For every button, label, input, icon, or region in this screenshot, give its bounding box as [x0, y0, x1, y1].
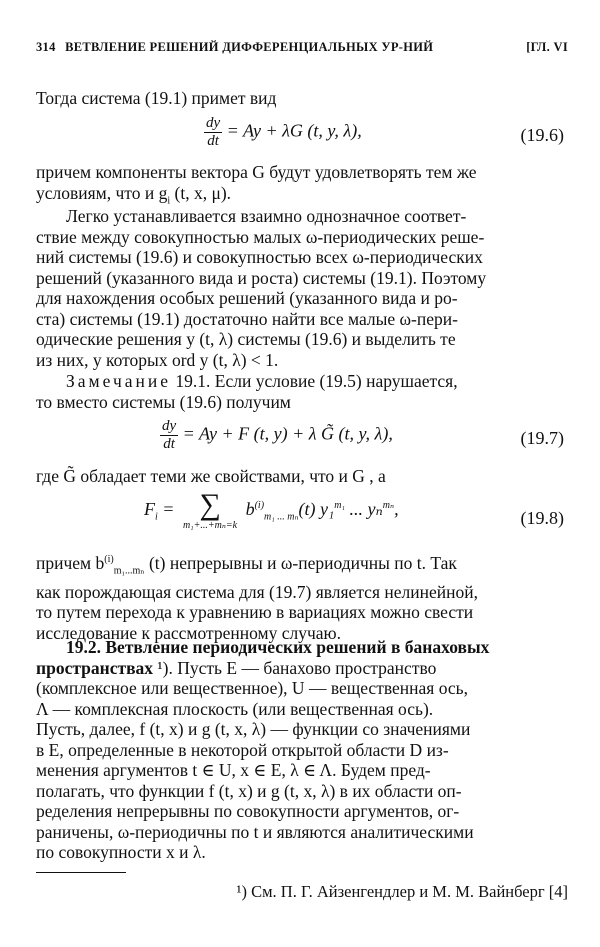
equation-19-7	[36, 418, 568, 462]
text-line: ста) системы (19.1) достаточно найти все малые ω-пери-	[36, 308, 458, 329]
paragraph-correspondence	[36, 206, 568, 370]
paragraph-intro	[36, 88, 568, 109]
text-line: (комплексное или вещественное), U — вещественная ось,	[36, 678, 468, 698]
text-line: по совокупности x и λ.	[36, 842, 206, 862]
text-line: то вместо системы (19.6) получим	[36, 391, 291, 412]
fraction-dy-dt	[160, 418, 178, 453]
paragraph-remark	[36, 371, 568, 412]
section-19-2	[36, 637, 568, 863]
fraction-denominator: dt	[163, 436, 175, 452]
text-line: Λ — комплексная плоскость (или вещественная ось).	[36, 698, 434, 719]
text-line: условиям, что и $g_i$ (t, x, μ).	[36, 182, 232, 206]
paragraph-components	[36, 162, 568, 212]
chapter-label: [ГЛ. VI	[526, 40, 568, 54]
equation-19-8: $F_i$ = ∑ m₁+...+mₙ=k $b^{(i)}_{m_1 ... m_n}(t)$ y₁$^{m_1}$ ... yₙ$^{m_n}$, (19.8)	[144, 488, 564, 531]
text-line: из них, у которых ord y (t, λ) < 1.	[36, 349, 279, 370]
text-line: ствие между совокупностью малых ω-периодических реше-	[36, 226, 485, 247]
running-header	[36, 40, 568, 55]
equation-number: (19.8)	[520, 508, 564, 528]
text-line: Пусть, далее, f (t, x) и g (t, x, λ) — функции со значениями	[36, 719, 471, 739]
equation-number: (19.6)	[520, 125, 564, 145]
equation-rhs: = Ay + λG (t, y, λ),	[226, 120, 362, 141]
page-number: 314	[36, 40, 56, 54]
footnote: ¹) См. П. Г. Айзенгендлер и М. М. Вайнберг [4]	[236, 882, 568, 901]
text-line: Замечание 19.1. Если условие (19.5) нарушается,	[66, 371, 458, 391]
text-line: в E, определенные в некоторой открытой области D из-	[36, 739, 449, 760]
text-line: причем компоненты вектора G будут удовлетворять тем же	[36, 162, 477, 182]
text-line: раничены, ω-периодичны по t и являются аналитическими	[36, 821, 474, 842]
text-line: где G̃ обладает теми же свойствами, что и G , а	[36, 466, 386, 486]
text-line: то путем перехода к уравнению в вариациях можно свести	[36, 602, 474, 623]
text-line: Легко устанавливается взаимно однозначное соответ-	[66, 206, 467, 226]
text-line: для нахождения особых решений (указанного вида и ро-	[36, 288, 458, 308]
equation-number: (19.7)	[520, 428, 564, 448]
remark-label: Замечание	[66, 371, 172, 391]
text-line: исследование к рассмотренному случаю.	[36, 622, 342, 643]
text-line: пространствах ¹). Пусть E — банахово пространство	[36, 657, 437, 678]
text-line: причем $b^{(i)}_{m_1...m_n}$ (t) непрерывны и ω-периодичны по t. Так	[36, 552, 457, 577]
text-line: как порождающая система для (19.7) является нелинейной,	[36, 581, 478, 602]
text-line: полагать, что функции f (t, x) и g (t, x, λ) в их области оп-	[36, 780, 462, 801]
section-heading: 19.2. Ветвление периодических решений в банаховых	[66, 637, 490, 657]
fraction-denominator: dt	[207, 133, 219, 149]
summation-limit: m₁+...+mₙ=k	[182, 520, 238, 531]
text-line: ределения непрерывны по совокупности аргументов, ог-	[36, 801, 460, 821]
fraction-numerator: dy	[206, 115, 221, 131]
section-heading-cont: пространствах	[36, 657, 154, 678]
fraction-dy-dt	[204, 115, 222, 150]
running-title: ВЕТВЛЕНИЕ РЕШЕНИЙ ДИФФЕРЕНЦИАЛЬНЫХ УР-НИЙ	[65, 40, 434, 54]
equation-19-6	[36, 115, 568, 159]
paragraph-where	[36, 466, 568, 487]
text-line: менения аргументов t ∈ U, x ∈ E, λ ∈ Λ. Будем пред-	[36, 760, 431, 780]
text-line: Тогда система (19.1) примет вид	[36, 88, 277, 108]
text-line: одические решения y (t, λ) системы (19.6) и выделить те	[36, 329, 456, 349]
text-line: ний системы (19.6) и совокупностью всех ω-периодических	[36, 247, 483, 267]
equation-rhs: = Ay + F (t, y) + λ G̃ (t, y, λ),	[182, 423, 393, 444]
paragraph-coefficients	[36, 550, 568, 643]
text-line: решений (указанного вида и роста) системы (19.1). Поэтому	[36, 267, 487, 288]
footnote-rule	[36, 872, 126, 873]
fraction-numerator: dy	[162, 418, 177, 434]
summation-sign: ∑ m₁+...+mₙ=k	[182, 488, 238, 531]
footnote-marker: ¹).	[153, 657, 173, 678]
